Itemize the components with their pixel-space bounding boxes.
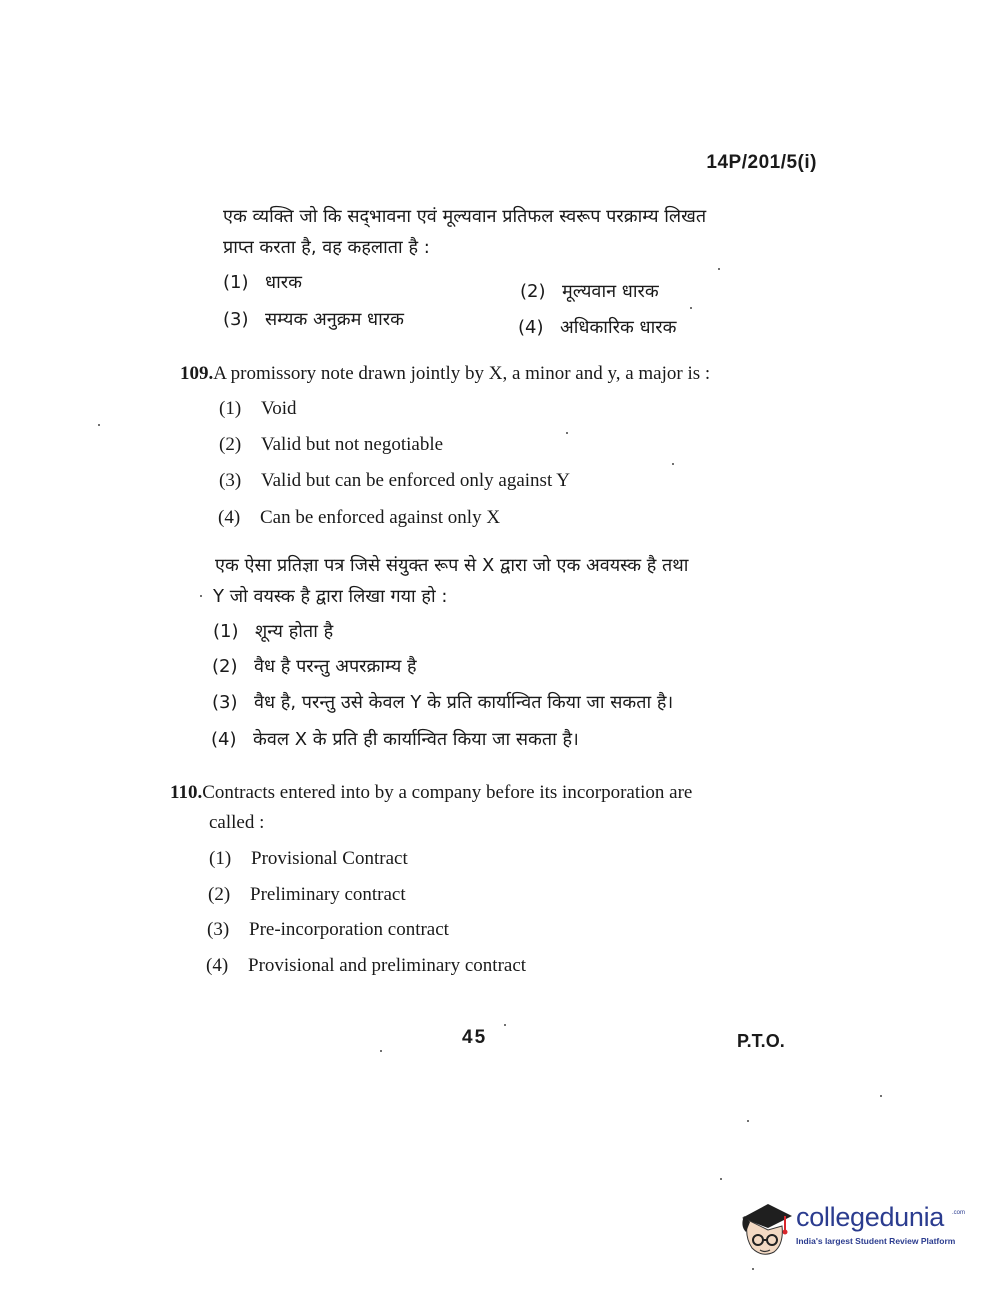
brand-suffix: .com — [952, 1210, 966, 1216]
option-text: वैध है, परन्तु उसे केवल Y के प्रति कार्यान्वित किया जा सकता है। — [254, 692, 674, 713]
option-text: अधिकारिक धारक — [560, 317, 677, 338]
q108-option-3 — [223, 307, 404, 331]
q109-hindi-option-2 — [212, 654, 417, 678]
option-number: (2) — [212, 656, 238, 677]
option-text: Provisional and preliminary contract — [248, 955, 527, 976]
q110-option-3 — [207, 919, 449, 941]
option-number: (3) — [207, 919, 230, 940]
scan-speck — [880, 1095, 882, 1097]
option-text: Valid but can be enforced only against Y — [261, 470, 571, 491]
q108-hindi-stem-line1: एक व्यक्ति जो कि सद्‌भावना एवं मूल्यवान प्रतिफल स्वरूप परक्राम्य लिखत — [223, 206, 707, 227]
option-number: (3) — [219, 470, 242, 491]
q108-option-2 — [520, 279, 659, 303]
option-number: (1) — [219, 398, 242, 419]
q109-hindi-option-1 — [213, 619, 333, 643]
option-text: वैध है परन्तु अपरक्राम्य है — [254, 656, 417, 677]
option-text: Pre-incorporation contract — [249, 919, 449, 940]
option-number: (1) — [223, 272, 249, 293]
q108-option-4 — [518, 315, 676, 339]
option-number: (4) — [206, 955, 229, 976]
option-text: Valid but not negotiable — [261, 434, 444, 455]
mascot-icon — [738, 1196, 792, 1258]
scan-speck — [380, 1050, 382, 1052]
q110-option-2 — [208, 884, 406, 906]
q109-option-3 — [219, 470, 570, 492]
option-text: Can be enforced against only X — [260, 507, 501, 528]
q109-hindi-stem-line1: एक ऐसा प्रतिज्ञा पत्र जिसे संयुक्त रूप से X द्वारा जो एक अवयस्क है तथा — [215, 555, 689, 576]
scan-speck — [566, 432, 568, 434]
brand-name: collegedunia — [796, 1202, 945, 1232]
option-text: सम्यक अनुक्रम धारक — [265, 309, 404, 330]
brand-tagline: India's largest Student Review Platform — [796, 1236, 956, 1246]
q109-option-1 — [219, 398, 297, 420]
option-text: मूल्यवान धारक — [562, 281, 659, 302]
scan-speck — [672, 463, 674, 465]
q110-option-4 — [206, 955, 526, 977]
option-number: (1) — [209, 848, 232, 869]
collegedunia-logo — [738, 1196, 966, 1266]
q109-hindi-option-4 — [211, 727, 579, 751]
option-text: धारक — [265, 272, 302, 293]
q109-hindi-option-3 — [212, 690, 673, 714]
q110-stem-line1 — [170, 782, 692, 804]
option-text: Preliminary contract — [250, 884, 406, 905]
q108-option-1 — [223, 270, 302, 294]
scan-speck — [690, 307, 692, 309]
question-text: A promissory note drawn jointly by X, a minor and y, a major is : — [213, 363, 711, 384]
question-text: Contracts entered into by a company before its incorporation are — [202, 782, 693, 803]
option-number: (3) — [212, 692, 238, 713]
option-text: Void — [261, 398, 297, 419]
scan-speck — [720, 1178, 722, 1180]
scan-speck — [504, 1024, 506, 1026]
q109-hindi-stem-line2: Y जो वयस्क है द्वारा लिखा गया हो : — [213, 586, 448, 607]
scan-speck — [200, 595, 202, 597]
option-text: शून्य होता है — [255, 621, 334, 642]
q110-option-1 — [209, 848, 408, 870]
option-number: (3) — [223, 309, 249, 330]
pto-label: P.T.O. — [737, 1031, 785, 1051]
scan-speck — [747, 1120, 749, 1122]
q110-stem-line2: called : — [209, 812, 265, 833]
option-text: Provisional Contract — [251, 848, 408, 869]
q109-option-2 — [219, 434, 443, 456]
scan-speck — [98, 424, 100, 426]
q109-stem — [180, 363, 710, 385]
scan-speck — [718, 268, 720, 270]
page-number: 45 — [462, 1027, 488, 1048]
question-number: 110. — [170, 782, 203, 803]
option-number: (1) — [213, 621, 239, 642]
option-number: (4) — [518, 317, 544, 338]
option-number: (2) — [208, 884, 231, 905]
option-number: (2) — [219, 434, 242, 455]
option-text: केवल X के प्रति ही कार्यान्वित किया जा सकता है। — [253, 729, 579, 750]
paper-code: 14P/201/5(i) — [706, 152, 817, 173]
scan-speck — [752, 1268, 754, 1270]
q108-hindi-stem-line2: प्राप्त करता है, वह कहलाता है : — [223, 237, 430, 258]
option-number: (2) — [520, 281, 546, 302]
option-number: (4) — [218, 507, 241, 528]
q109-option-4 — [218, 507, 500, 529]
question-number: 109. — [180, 363, 214, 384]
option-number: (4) — [211, 729, 237, 750]
